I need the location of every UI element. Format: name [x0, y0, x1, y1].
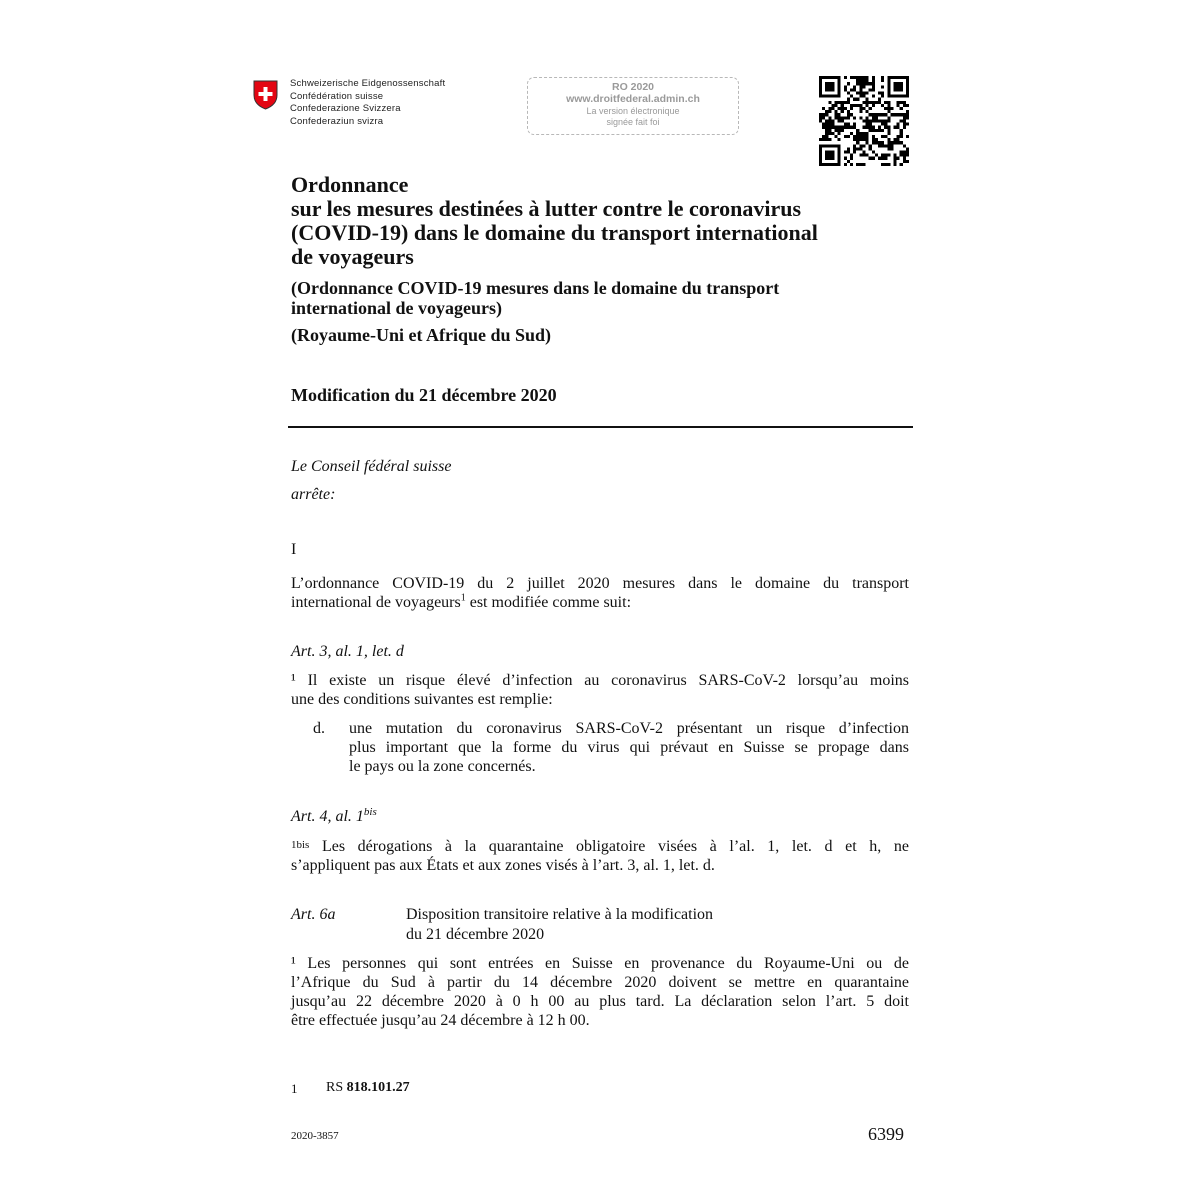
art3-paragraph	[291, 671, 909, 709]
paragraph-line	[291, 836, 909, 856]
footnote-reference-number: 818.101.27	[346, 1080, 410, 1095]
preamble-decrees: arrête:	[291, 486, 336, 503]
art4-paragraph	[291, 836, 909, 875]
intro-text: est modifiée comme suit:	[465, 594, 632, 611]
art3-heading: Art. 3, al. 1, let. d	[291, 643, 404, 660]
art6a-label: Art. 6a	[291, 906, 336, 923]
preamble-authority: Le Conseil fédéral suisse	[291, 458, 452, 475]
modification-date: Modification du 21 décembre 2020	[291, 385, 557, 405]
confederation-name-it: Confederazione Svizzera	[290, 103, 401, 114]
section-intro	[291, 574, 909, 612]
art6a-title-line1: Disposition transitoire relative à la modification	[406, 906, 714, 923]
paragraph-line: ¹ Les personnes qui sont entrées en Suisse en provenance du Royaume-Uni ou de	[291, 955, 909, 972]
paragraph-mark: 1bis	[291, 839, 310, 851]
document-title	[291, 173, 931, 269]
title-line: Ordonnance	[291, 172, 409, 197]
confederation-name-fr: Confédération suisse	[290, 90, 384, 102]
paragraph-line: être effectuée jusqu’au 24 décembre à 12 h 00.	[291, 1012, 590, 1029]
short-title-line: (Ordonnance COVID-19 mesures dans le domaine du transport	[291, 278, 780, 298]
art3-item-text	[349, 719, 909, 776]
page-number: 6399	[868, 1124, 904, 1144]
footnote-prefix: RS	[326, 1080, 347, 1095]
stamp-collection: RO 2020	[611, 81, 655, 93]
item-line: plus important que la forme du virus qui prévaut en Suisse se propage dans	[349, 739, 909, 756]
item-line: le pays ou la zone concernés.	[349, 758, 536, 775]
confederation-name-de: Schweizerische Eidgenossenschaft	[290, 78, 446, 89]
paragraph-line: s’appliquent pas aux États et aux zones visés à l’art. 3, al. 1, let. d.	[291, 857, 715, 874]
footnote-text	[326, 1080, 410, 1096]
title-line: (COVID-19) dans le domaine du transport international	[291, 220, 818, 245]
stamp-website: www.droitfederal.admin.ch	[566, 93, 700, 105]
stamp-note-line1: La version électronique	[586, 106, 680, 116]
paragraph-text: Les dérogations à la quarantaine obligatoire visées à l’al. 1, let. d et h, ne	[309, 838, 909, 855]
paragraph-line: une des conditions suivantes est remplie:	[291, 691, 553, 708]
qr-code-icon	[819, 76, 909, 166]
art6a-paragraph	[291, 954, 909, 1030]
section-numeral: I	[291, 541, 297, 558]
title-line: de voyageurs	[291, 244, 414, 269]
short-title	[291, 278, 931, 318]
title-line: sur les mesures destinées à lutter contre le coronavirus	[291, 196, 802, 221]
swiss-cross-icon	[253, 80, 278, 110]
item-line: une mutation du coronavirus SARS-CoV-2 présentant un risque d’infection	[349, 720, 909, 737]
paragraph-line: ¹ Il existe un risque élevé d’infection au coronavirus SARS-CoV-2 lorsqu’au moins	[291, 672, 909, 689]
art6a-title-line2: du 21 décembre 2020	[406, 926, 545, 943]
intro-text: international de voyageurs	[291, 594, 461, 611]
confederation-name-rm: Confederaziun svizra	[290, 115, 384, 127]
paragraph-line: jusqu’au 22 décembre 2020 à 0 h 00 au plus tard. La déclaration selon l’art. 5 doit	[291, 993, 909, 1010]
official-publication-stamp	[527, 77, 739, 135]
stamp-note-line2: signée fait foi	[606, 117, 660, 127]
document-id: 2020-3857	[291, 1130, 339, 1142]
scope-title: (Royaume-Uni et Afrique du Sud)	[291, 325, 552, 345]
footnote-number: 1	[291, 1081, 298, 1096]
short-title-line: international de voyageurs)	[291, 298, 502, 318]
intro-line: L’ordonnance COVID-19 du 2 juillet 2020 mesures dans le domaine du transport	[291, 575, 909, 592]
footnote-reference[interactable]: 1	[460, 592, 466, 604]
art3-item-letter: d.	[313, 720, 325, 737]
art4-heading-text: Art. 4, al. 1	[291, 808, 364, 825]
art4-heading-sup: bis	[363, 806, 377, 818]
confederation-names	[290, 78, 445, 128]
title-divider	[288, 426, 913, 428]
paragraph-line: l’Afrique du Sud à partir du 14 décembre 2020 doivent se mettre en quarantaine	[291, 974, 909, 991]
art4-heading	[291, 807, 377, 826]
intro-line	[291, 593, 909, 612]
